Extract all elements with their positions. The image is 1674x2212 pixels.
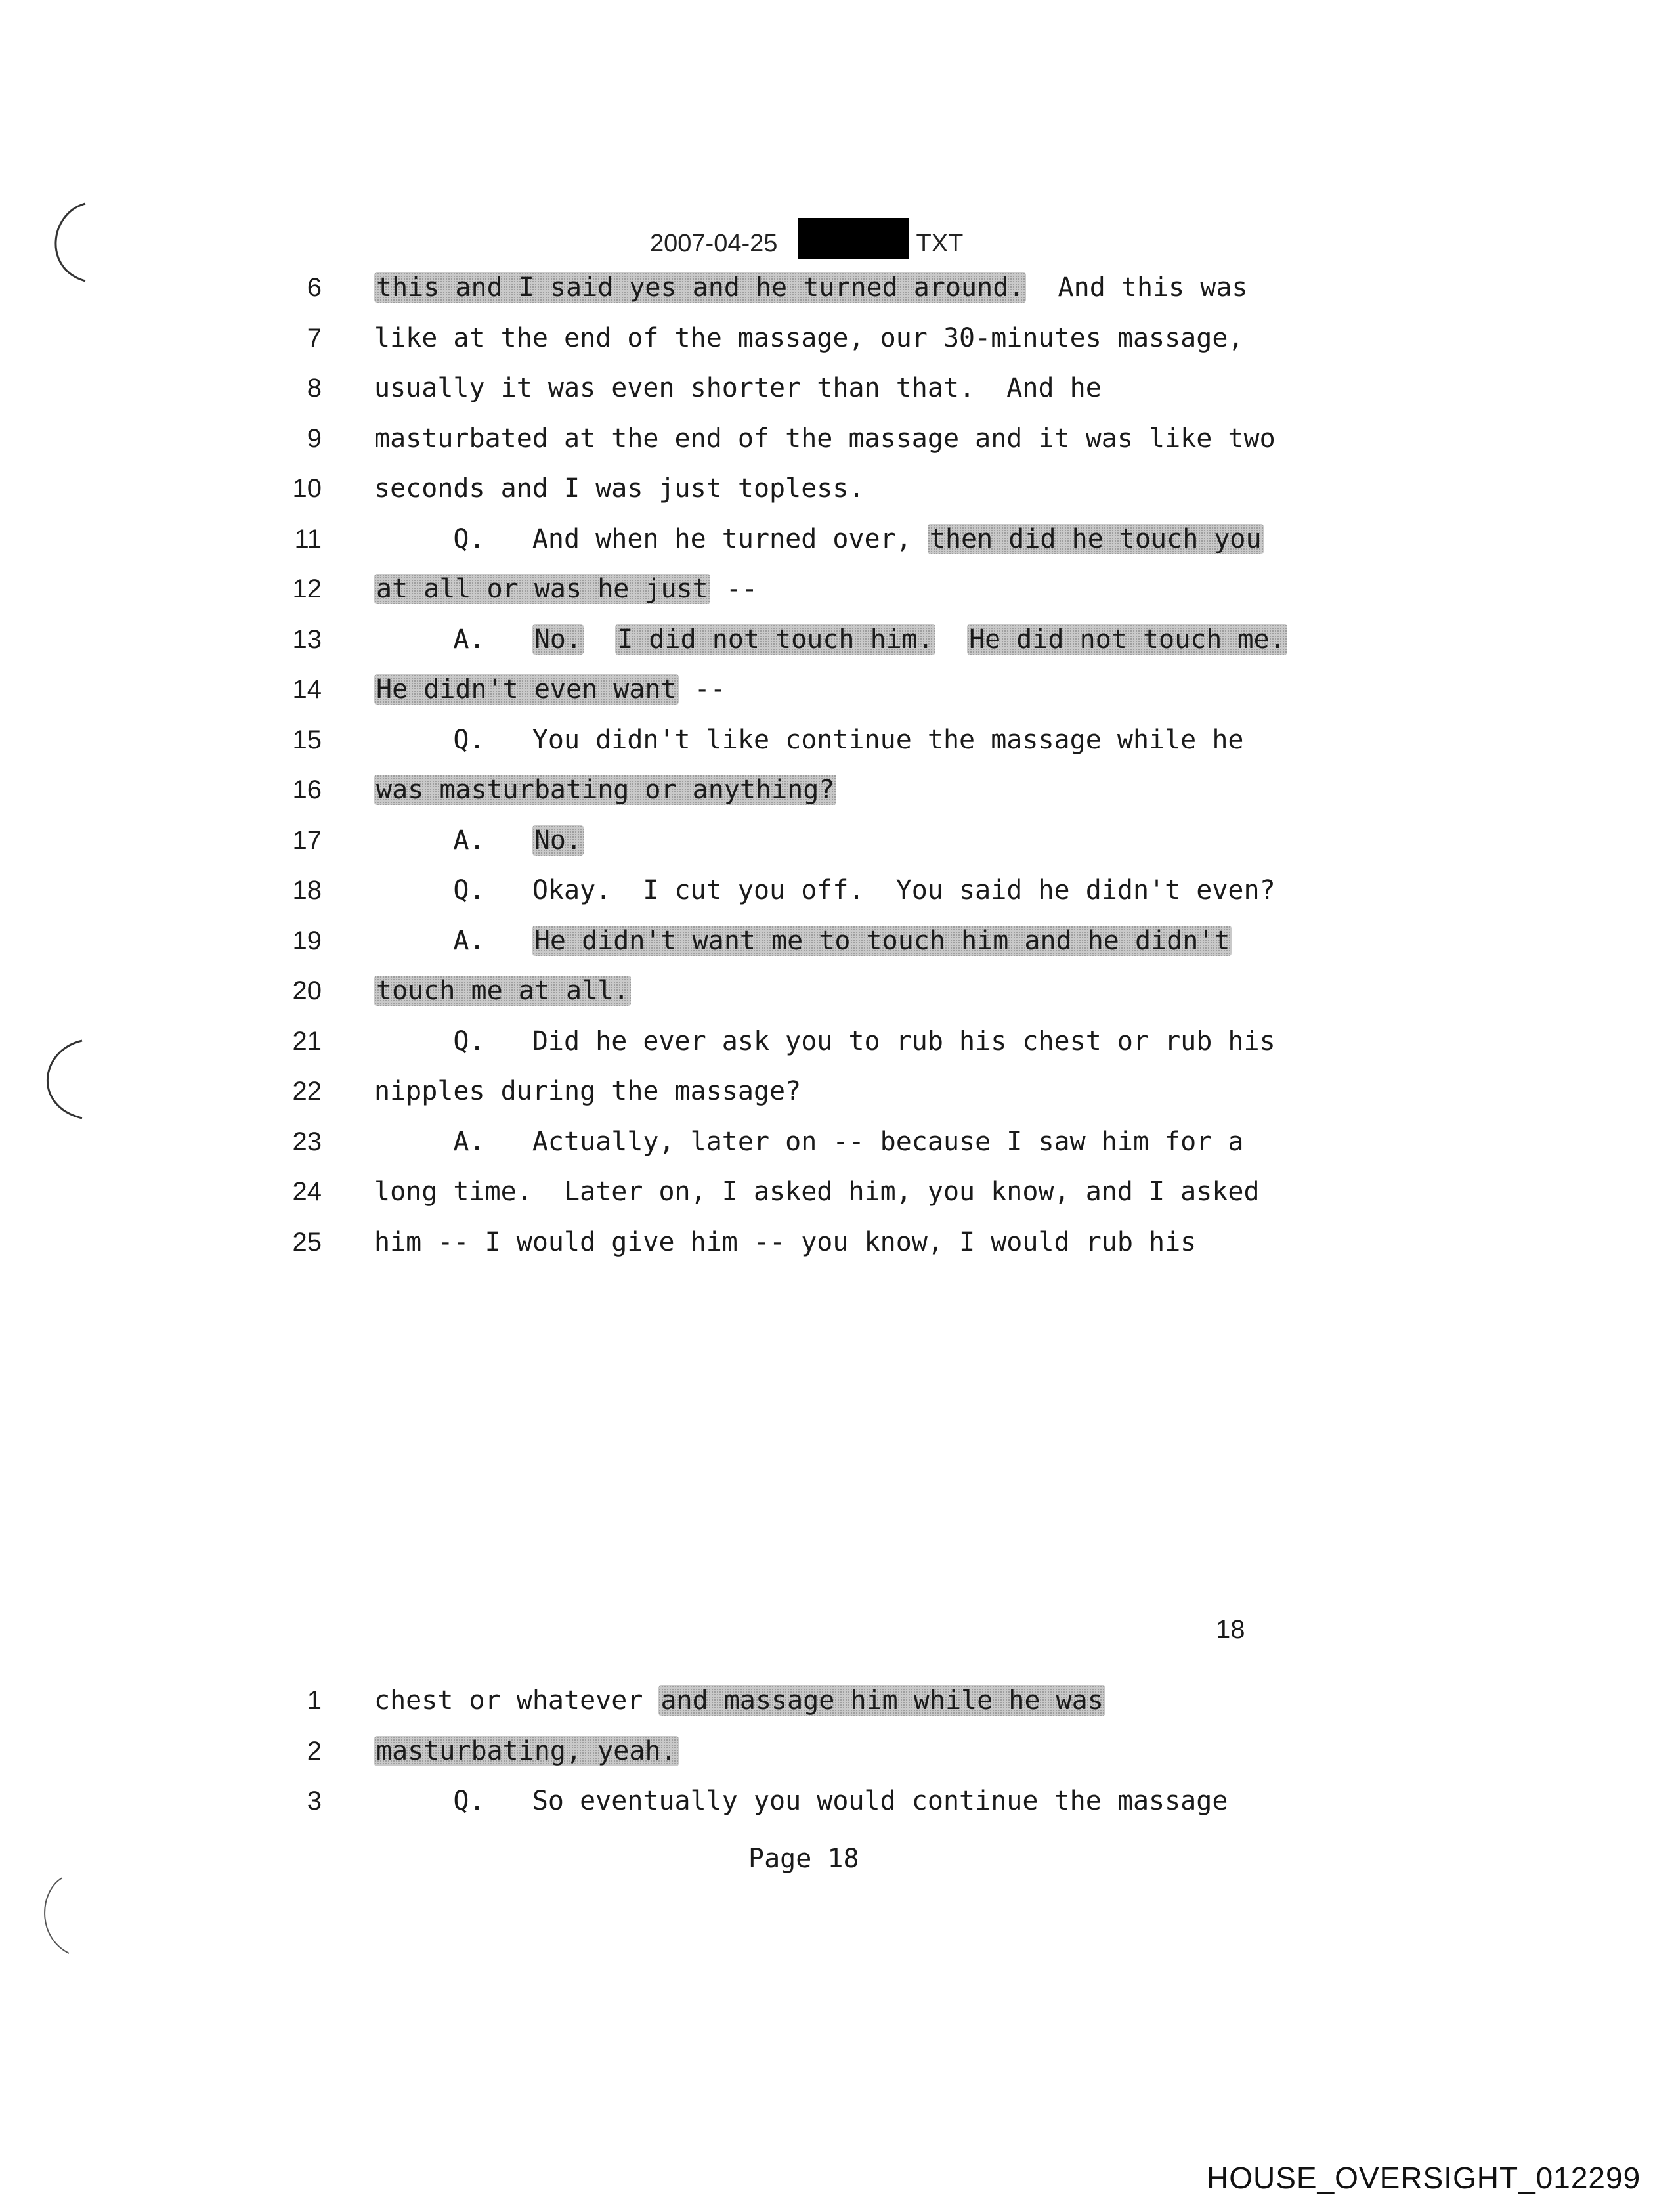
bates-number: HOUSE_OVERSIGHT_012299: [1207, 2161, 1641, 2195]
highlighted-text: was masturbating or anything?: [374, 775, 836, 805]
text-segment: [584, 624, 615, 655]
text-segment: usually it was even shorter than that. And he: [374, 373, 1102, 403]
text-segment: Q. And when he turned over,: [374, 523, 928, 554]
line-text: [374, 720, 1244, 760]
text-segment: Q. Okay. I cut you off. You said he didn't even?: [374, 875, 1276, 905]
document-header: [650, 223, 963, 264]
highlighted-text: this and I said yes and he turned around.: [374, 272, 1026, 303]
text-segment: A.: [374, 624, 532, 655]
line-number: 18: [292, 876, 322, 905]
redaction-box: [798, 218, 909, 259]
line-number: 3: [307, 1787, 322, 1815]
line-number: 7: [307, 323, 322, 353]
text-segment: him -- I would give him -- you know, I would rub his: [374, 1226, 1197, 1257]
line-text: [374, 1681, 1105, 1720]
line-text: [374, 1731, 679, 1771]
page-number: 18: [1216, 1615, 1245, 1644]
line-number: 10: [292, 474, 322, 503]
text-segment: A.: [374, 925, 532, 956]
line-number: 14: [292, 675, 322, 704]
line-text: [374, 1781, 1228, 1821]
line-number: 24: [292, 1177, 322, 1206]
line-number: 11: [294, 524, 322, 553]
line-text: [374, 469, 865, 508]
line-text: [374, 419, 1276, 458]
line-text: [374, 670, 726, 709]
line-number: 1: [307, 1686, 322, 1715]
highlighted-text: He didn't want me to touch him and he didn't: [532, 926, 1232, 956]
text-segment: like at the end of the massage, our 30-minutes massage,: [374, 322, 1244, 353]
line-number: 6: [307, 273, 322, 302]
highlighted-text: at all or was he just: [374, 574, 710, 604]
line-number: 25: [292, 1227, 322, 1257]
highlighted-text: He did not touch me.: [967, 624, 1287, 655]
line-number: 2: [307, 1736, 322, 1766]
line-number: 16: [292, 775, 322, 804]
line-number: 22: [292, 1077, 322, 1106]
text-segment: long time. Later on, I asked him, you know, and I asked: [374, 1177, 1260, 1207]
line-text: [374, 569, 758, 609]
binder-hole-mark-top: [36, 197, 95, 289]
line-text: [374, 1122, 1244, 1161]
text-segment: Q. You didn't like continue the massage while he: [374, 724, 1244, 755]
line-number: 19: [292, 926, 322, 955]
highlighted-text: touch me at all.: [374, 976, 631, 1006]
text-segment: chest or whatever: [374, 1685, 659, 1716]
page-footer-label: Page 18: [748, 1844, 859, 1874]
binder-hole-mark-middle: [26, 1034, 92, 1126]
text-segment: --: [710, 574, 758, 604]
highlighted-text: masturbating, yeah.: [374, 1736, 679, 1766]
highlighted-text: No.: [532, 624, 584, 655]
line-text: [374, 821, 584, 860]
header-suffix: TXT: [916, 229, 964, 257]
line-text: [374, 368, 1102, 408]
line-number: 23: [292, 1127, 322, 1156]
text-segment: Q. Did he ever ask you to rub his chest or rub his: [374, 1026, 1276, 1056]
text-segment: Q. So eventually you would continue the massage: [374, 1786, 1228, 1816]
line-number: 12: [292, 575, 322, 603]
line-number: 20: [292, 976, 322, 1005]
line-text: [374, 921, 1232, 961]
line-text: [374, 268, 1248, 307]
line-text: [374, 971, 631, 1010]
line-number: 13: [292, 624, 322, 654]
header-date: 2007-04-25: [650, 229, 778, 257]
line-text: [374, 318, 1244, 358]
highlighted-text: I did not touch him.: [615, 624, 935, 655]
text-segment: --: [678, 674, 726, 705]
line-number: 21: [292, 1026, 322, 1056]
line-text: [374, 770, 836, 810]
text-segment: seconds and I was just topless.: [374, 473, 865, 504]
line-text: [374, 871, 1276, 910]
line-number: 9: [307, 423, 322, 453]
line-number: 17: [292, 825, 322, 855]
line-text: [374, 519, 1264, 559]
highlighted-text: and massage him while he was: [658, 1685, 1105, 1716]
text-segment: A.: [374, 825, 532, 856]
line-number: 8: [307, 374, 322, 402]
highlighted-text: then did he touch you: [928, 524, 1264, 554]
line-text: [374, 1223, 1196, 1262]
line-text: [374, 1022, 1276, 1061]
binder-hole-mark-bottom: [30, 1871, 82, 1963]
line-text: [374, 1172, 1260, 1211]
line-text: [374, 1072, 801, 1111]
line-number: 15: [292, 725, 322, 754]
text-segment: [935, 624, 967, 655]
highlighted-text: No.: [532, 825, 584, 856]
line-text: [374, 620, 1287, 659]
text-segment: nipples during the massage?: [374, 1076, 802, 1106]
text-segment: masturbated at the end of the massage and it was like two: [374, 423, 1276, 454]
text-segment: And this was: [1026, 272, 1248, 303]
text-segment: A. Actually, later on -- because I saw him for a: [374, 1126, 1244, 1157]
highlighted-text: He didn't even want: [374, 674, 679, 705]
